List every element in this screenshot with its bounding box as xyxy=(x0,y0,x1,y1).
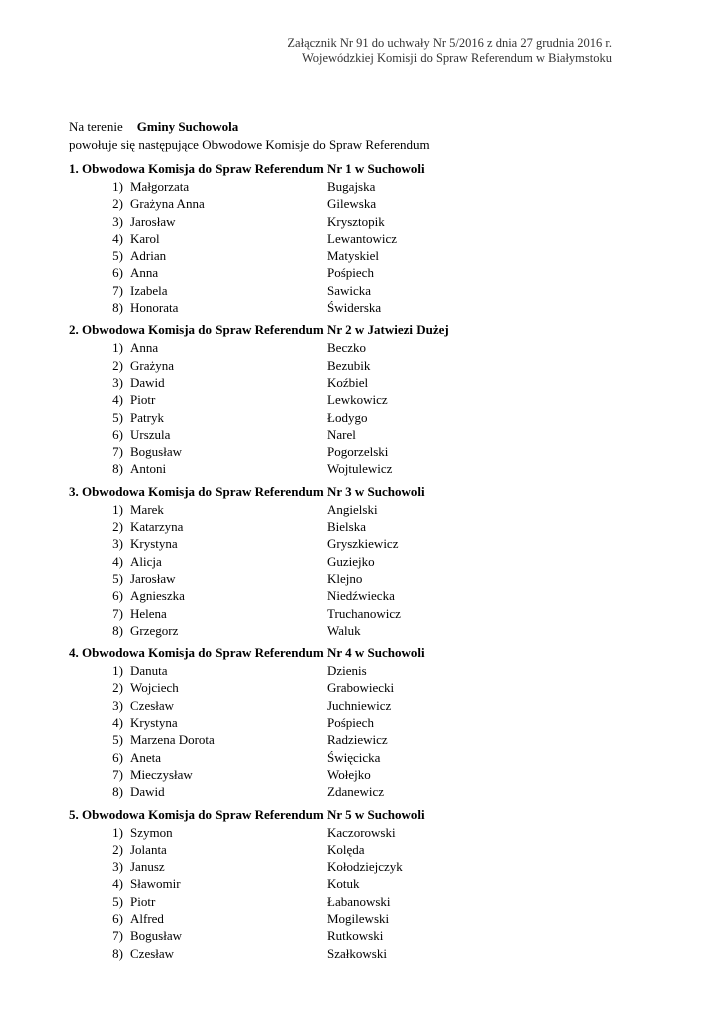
member-number: 6) xyxy=(112,588,123,604)
member-first-name: Grzegorz xyxy=(130,622,179,638)
member-number: 7) xyxy=(112,282,123,298)
member-number: 4) xyxy=(112,553,123,569)
member-row xyxy=(69,339,669,356)
member-last-name: Guziejko xyxy=(327,553,375,569)
member-row xyxy=(69,749,669,766)
member-row xyxy=(69,858,669,875)
commission-title: 2. Obwodowa Komisja do Spraw Referendum Nr 2 w Jatwiezi Dużej xyxy=(69,322,449,338)
member-row xyxy=(69,213,669,230)
member-first-name: Urszula xyxy=(130,426,171,442)
member-last-name: Gilewska xyxy=(327,196,377,212)
member-last-name: Pogorzelski xyxy=(327,444,389,460)
member-row xyxy=(69,518,669,535)
member-number: 3) xyxy=(112,374,123,390)
member-first-name: Małgorzata xyxy=(130,179,190,194)
member-first-name: Helena xyxy=(130,605,167,621)
member-row xyxy=(69,409,669,426)
member-first-name: Wojciech xyxy=(130,680,179,696)
commission-title: 4. Obwodowa Komisja do Spraw Referendum Nr 4 w Suchowoli xyxy=(69,645,425,661)
member-number: 4) xyxy=(112,230,123,246)
member-last-name: Bielska xyxy=(327,519,366,535)
member-number: 3) xyxy=(112,697,123,713)
member-number: 7) xyxy=(112,766,123,782)
member-row xyxy=(69,426,669,443)
member-number: 1) xyxy=(112,179,123,194)
member-first-name: Katarzyna xyxy=(130,519,184,535)
member-first-name: Czesław xyxy=(130,697,175,713)
member-number: 7) xyxy=(112,928,123,944)
member-number: 6) xyxy=(112,265,123,281)
member-row xyxy=(69,570,669,587)
member-first-name: Jolanta xyxy=(130,841,167,857)
member-number: 3) xyxy=(112,536,123,552)
member-first-name: Grażyna xyxy=(130,357,175,373)
member-last-name: Kołodziejczyk xyxy=(327,859,403,875)
member-last-name: Kotuk xyxy=(327,876,360,892)
member-row xyxy=(69,783,669,800)
member-last-name: Lewantowicz xyxy=(327,230,398,246)
member-last-name: Sawicka xyxy=(327,282,372,298)
member-row xyxy=(69,460,669,477)
member-first-name: Krystyna xyxy=(130,715,178,731)
member-last-name: Grabowiecki xyxy=(327,680,395,696)
member-row xyxy=(69,697,669,714)
member-last-name: Narel xyxy=(327,426,356,442)
member-last-name: Bugajska xyxy=(327,179,376,194)
member-row xyxy=(69,443,669,460)
member-last-name: Zdanewicz xyxy=(327,784,385,800)
member-first-name: Grażyna Anna xyxy=(130,196,205,212)
member-row xyxy=(69,374,669,391)
commission-1 xyxy=(69,160,669,316)
member-number: 7) xyxy=(112,605,123,621)
member-last-name: Niedźwiecka xyxy=(327,588,395,604)
member-number: 8) xyxy=(112,784,123,800)
member-number: 6) xyxy=(112,910,123,926)
member-last-name: Lewkowicz xyxy=(327,392,388,408)
member-number: 2) xyxy=(112,841,123,857)
member-number: 6) xyxy=(112,749,123,765)
member-number: 5) xyxy=(112,570,123,586)
member-row xyxy=(69,893,669,910)
member-number: 4) xyxy=(112,715,123,731)
member-number: 2) xyxy=(112,519,123,535)
member-row xyxy=(69,714,669,731)
member-row xyxy=(69,501,669,518)
member-number: 6) xyxy=(112,426,123,442)
member-number: 5) xyxy=(112,248,123,264)
member-last-name: Waluk xyxy=(327,622,361,638)
member-number: 8) xyxy=(112,945,123,961)
intro-line-1 xyxy=(69,118,430,136)
member-last-name: Wołejko xyxy=(327,766,371,782)
commission-4 xyxy=(69,644,669,800)
member-row xyxy=(69,731,669,748)
member-number: 5) xyxy=(112,893,123,909)
member-first-name: Antoni xyxy=(130,461,167,477)
member-last-name: Matyskiel xyxy=(327,248,379,264)
member-number: 5) xyxy=(112,732,123,748)
member-first-name: Aneta xyxy=(130,749,162,765)
member-first-name: Jarosław xyxy=(130,570,176,586)
member-first-name: Dawid xyxy=(130,374,165,390)
member-last-name: Święcicka xyxy=(327,749,381,765)
member-last-name: Dzienis xyxy=(327,663,367,679)
member-number: 7) xyxy=(112,444,123,460)
member-first-name: Marzena Dorota xyxy=(130,732,215,748)
member-number: 8) xyxy=(112,300,123,316)
member-last-name: Krysztopik xyxy=(327,213,385,229)
member-number: 8) xyxy=(112,622,123,638)
member-last-name: Kaczorowski xyxy=(327,824,396,840)
member-row xyxy=(69,299,669,316)
member-row xyxy=(69,195,669,212)
member-number: 5) xyxy=(112,409,123,425)
commission-3 xyxy=(69,483,669,639)
member-number: 8) xyxy=(112,461,123,477)
member-last-name: Pośpiech xyxy=(327,265,374,281)
member-row xyxy=(69,662,669,679)
area-name: Gminy Suchowola xyxy=(136,119,239,134)
member-number: 3) xyxy=(112,213,123,229)
member-last-name: Łabanowski xyxy=(327,893,391,909)
header-line-2: Wojewódzkiej Komisji do Spraw Referendum w Białymstoku xyxy=(301,51,612,65)
member-row xyxy=(69,824,669,841)
member-row xyxy=(69,357,669,374)
member-last-name: Pośpiech xyxy=(327,715,374,731)
member-row xyxy=(69,841,669,858)
member-row xyxy=(69,230,669,247)
member-row xyxy=(69,927,669,944)
member-row xyxy=(69,605,669,622)
member-last-name: Wojtulewicz xyxy=(327,461,393,477)
member-first-name: Bogusław xyxy=(130,928,182,944)
member-row xyxy=(69,945,669,962)
member-number: 4) xyxy=(112,392,123,408)
member-last-name: Radziewicz xyxy=(327,732,388,748)
member-row xyxy=(69,679,669,696)
member-first-name: Alfred xyxy=(130,910,164,926)
intro-prefix: Na terenie xyxy=(69,119,123,134)
member-row xyxy=(69,766,669,783)
member-last-name: Kolęda xyxy=(327,841,365,857)
member-first-name: Szymon xyxy=(130,824,173,840)
member-row xyxy=(69,910,669,927)
member-first-name: Janusz xyxy=(130,859,165,875)
member-row xyxy=(69,282,669,299)
member-row xyxy=(69,264,669,281)
member-last-name: Szałkowski xyxy=(327,945,387,961)
member-first-name: Izabela xyxy=(130,282,168,298)
member-last-name: Bezubik xyxy=(327,357,371,373)
member-number: 2) xyxy=(112,680,123,696)
intro xyxy=(69,118,430,154)
commissions-list xyxy=(69,160,669,967)
member-last-name: Mogilewski xyxy=(327,910,390,926)
commission-5 xyxy=(69,806,669,962)
intro-line-2: powołuje się następujące Obwodowe Komisje do Spraw Referendum xyxy=(69,137,430,152)
member-row xyxy=(69,622,669,639)
member-first-name: Anna xyxy=(130,340,159,356)
member-first-name: Bogusław xyxy=(130,444,182,460)
member-number: 1) xyxy=(112,824,123,840)
member-first-name: Patryk xyxy=(130,409,164,425)
member-number: 1) xyxy=(112,663,123,679)
member-first-name: Alicja xyxy=(130,553,162,569)
member-row xyxy=(69,178,669,195)
member-number: 1) xyxy=(112,340,123,356)
member-first-name: Agnieszka xyxy=(130,588,185,604)
member-last-name: Koźbiel xyxy=(327,374,369,390)
header-line-1: Załącznik Nr 91 do uchwały Nr 5/2016 z dnia 27 grudnia 2016 r. xyxy=(287,36,612,50)
member-first-name: Sławomir xyxy=(130,876,181,892)
member-row xyxy=(69,535,669,552)
member-row xyxy=(69,391,669,408)
member-number: 2) xyxy=(112,196,123,212)
member-last-name: Gryszkiewicz xyxy=(327,536,399,552)
member-number: 3) xyxy=(112,859,123,875)
member-first-name: Jarosław xyxy=(130,213,176,229)
member-number: 4) xyxy=(112,876,123,892)
member-first-name: Anna xyxy=(130,265,159,281)
member-first-name: Danuta xyxy=(130,663,168,679)
member-row xyxy=(69,875,669,892)
member-first-name: Krystyna xyxy=(130,536,178,552)
attachment-header xyxy=(287,36,612,66)
member-first-name: Marek xyxy=(130,501,164,517)
commission-title: 3. Obwodowa Komisja do Spraw Referendum Nr 3 w Suchowoli xyxy=(69,483,425,499)
member-last-name: Klejno xyxy=(327,570,363,586)
member-first-name: Czesław xyxy=(130,945,175,961)
member-last-name: Łodygo xyxy=(327,409,368,425)
member-last-name: Truchanowicz xyxy=(327,605,401,621)
member-last-name: Świderska xyxy=(327,300,382,316)
member-row xyxy=(69,247,669,264)
commission-title: 1. Obwodowa Komisja do Spraw Referendum Nr 1 w Suchowoli xyxy=(69,161,425,176)
commission-2 xyxy=(69,321,669,477)
member-last-name: Angielski xyxy=(327,501,378,517)
member-first-name: Mieczysław xyxy=(130,766,193,782)
commission-title: 5. Obwodowa Komisja do Spraw Referendum Nr 5 w Suchowoli xyxy=(69,806,425,822)
member-number: 2) xyxy=(112,357,123,373)
member-first-name: Adrian xyxy=(130,248,167,264)
member-last-name: Beczko xyxy=(327,340,366,356)
member-first-name: Piotr xyxy=(130,893,156,909)
member-last-name: Juchniewicz xyxy=(327,697,392,713)
member-first-name: Honorata xyxy=(130,300,179,316)
member-first-name: Piotr xyxy=(130,392,156,408)
member-row xyxy=(69,587,669,604)
member-row xyxy=(69,553,669,570)
member-number: 1) xyxy=(112,501,123,517)
member-first-name: Karol xyxy=(130,230,160,246)
member-first-name: Dawid xyxy=(130,784,165,800)
member-last-name: Rutkowski xyxy=(327,928,384,944)
